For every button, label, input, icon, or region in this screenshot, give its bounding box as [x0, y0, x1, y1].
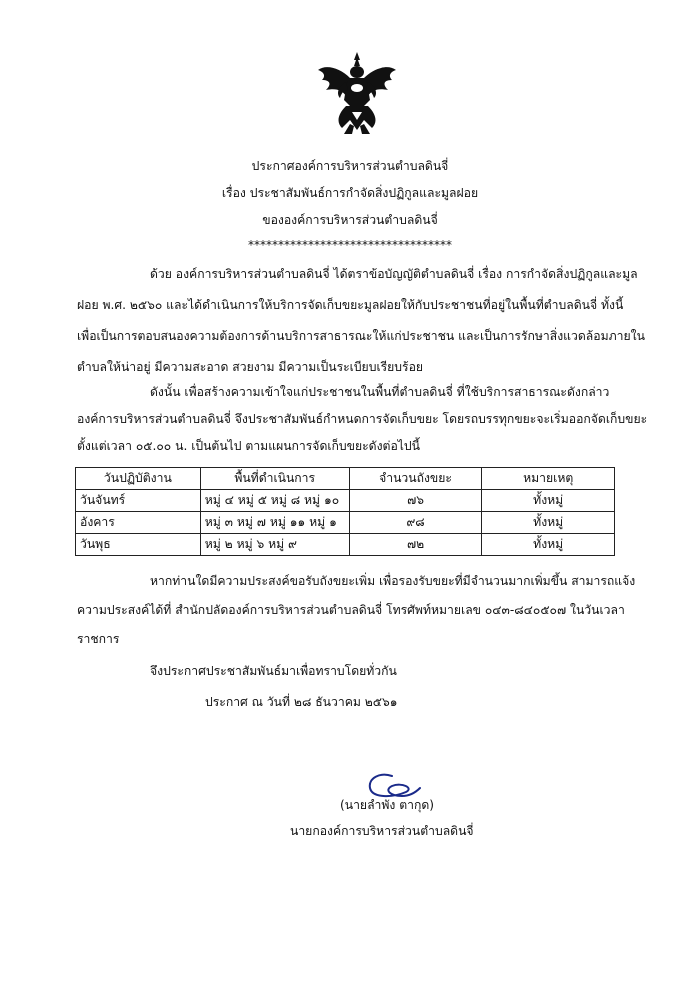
row-day: วันพุธ [76, 534, 201, 556]
announcement-title: ประกาศองค์การบริหารส่วนตำบลดินจี่ [251, 159, 449, 173]
paragraph-3-line-3: ราชการ [77, 632, 120, 646]
paragraph-1-line-3: เพื่อเป็นการตอบสนองความต้องการด้านบริการสาธารณะให้แก่ประชาชน และเป็นการรักษาสิ่งแวดล้อมภายใน [77, 329, 645, 343]
paragraph-2-line-1: ดังนั้น เพื่อสร้างความเข้าใจแก่ประชาชนในพื้นที่ตำบลดินจี่ ที่ใช้บริการสาธารณะดังกล่าว [150, 385, 610, 399]
header-area: พื้นที่ดำเนินการ [200, 468, 349, 490]
row-remarks: ทั้งหมู่ [482, 490, 615, 512]
paragraph-1-line-2: ฝอย พ.ศ. ๒๕๖๐ และได้ดำเนินการให้บริการจัดเก็บขยะมูลฝอยให้กับประชาชนที่อยู่ในพื้นที่ตำบลดินจี่ ทั้งนี้ [77, 298, 624, 312]
row-day: วันจันทร์ [76, 490, 201, 512]
paragraph-3-line-2: ความประสงค์ได้ที่ สำนักปลัดองค์การบริหารส่วนตำบลดินจี่ โทรศัพท์หมายเลข ๐๔๓-๘๔๐๕๐๗ ในวันเวลา [77, 603, 625, 617]
header-bin-count: จำนวนถังขยะ [349, 468, 482, 490]
paragraph-2-line-3: ตั้งแต่เวลา ๐๕.๐๐ น. เป็นต้นไป ตามแผนการจัดเก็บขยะดังต่อไปนี้ [77, 439, 420, 453]
table-header-row [76, 468, 615, 490]
table-row [76, 490, 615, 512]
announcement-subject: เรื่อง ประชาสัมพันธ์การกำจัดสิ่งปฏิกูลและมูลฝอย [221, 186, 479, 200]
separator-line: ********************************** [248, 238, 452, 252]
paragraph-2-line-2: องค์การบริหารส่วนตำบลดินจี่ จึงประชาสัมพันธ์กำหนดการจัดเก็บขยะ โดยรถบรรทุกขยะจะเริ่มออกจัดเก็บขยะ [77, 412, 648, 426]
row-area: หมู่ ๔ หมู่ ๕ หมู่ ๘ หมู่ ๑๐ [200, 490, 349, 512]
closing-statement: จึงประกาศประชาสัมพันธ์มาเพื่อทราบโดยทั่วกัน [150, 664, 397, 678]
paragraph-1-line-1: ด้วย องค์การบริหารส่วนตำบลดินจี่ ได้ตราข้อบัญญัติตำบลดินจี่ เรื่อง การกำจัดสิ่งปฏิกูลและมูล [150, 267, 638, 281]
table-row [76, 534, 615, 556]
row-day: อังคาร [76, 512, 201, 534]
header-day: วันปฏิบัติงาน [76, 468, 201, 490]
announcement-issuer: ขององค์การบริหารส่วนตำบลดินจี่ [262, 213, 438, 227]
signatory-name: (นายลำพัง ตากุด) [340, 798, 435, 812]
paragraph-3-line-1: หากท่านใดมีความประสงค์ขอรับถังขยะเพิ่ม เพื่อรองรับขยะที่มีจำนวนมากเพิ่มขึ้น สามารถแจ้ง [150, 574, 636, 588]
announcement-date: ประกาศ ณ วันที่ ๒๘ ธันวาคม ๒๕๖๑ [205, 695, 398, 709]
row-remarks: ทั้งหมู่ [482, 512, 615, 534]
row-area: หมู่ ๓ หมู่ ๗ หมู่ ๑๑ หมู่ ๑ [200, 512, 349, 534]
signatory-position: นายกองค์การบริหารส่วนตำบลดินจี่ [290, 824, 474, 838]
row-bin-count: ๗๒ [349, 534, 482, 556]
collection-schedule-table [75, 467, 615, 556]
row-area: หมู่ ๒ หมู่ ๖ หมู่ ๙ [200, 534, 349, 556]
row-remarks: ทั้งหมู่ [482, 534, 615, 556]
row-bin-count: ๗๖ [349, 490, 482, 512]
paragraph-1-line-4: ตำบลให้น่าอยู่ มีความสะอาด สวยงาม มีความเป็นระเบียบเรียบร้อย [77, 360, 424, 374]
header-remarks: หมายเหตุ [482, 468, 615, 490]
row-bin-count: ๙๘ [349, 512, 482, 534]
garuda-emblem-icon [316, 50, 398, 136]
table-row [76, 512, 615, 534]
